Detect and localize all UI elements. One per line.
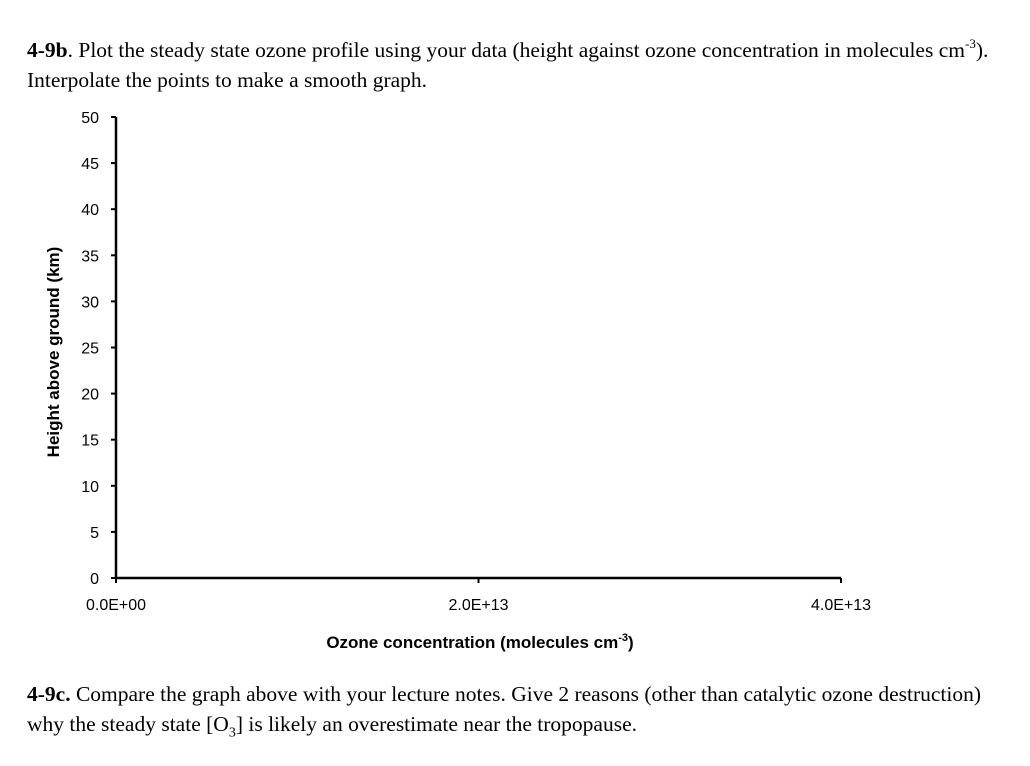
y-tick-label: 20 [81, 386, 99, 404]
y-tick-label: 25 [81, 340, 99, 358]
y-tick-label: 50 [81, 110, 99, 127]
y-tick-label: 40 [81, 202, 99, 220]
question-4-9c [27, 679, 1002, 739]
x-axis-title-superscript: -3 [618, 632, 629, 644]
y-tick-label: 10 [81, 478, 99, 496]
y-axis [81, 110, 116, 588]
unit-superscript: -3 [965, 35, 976, 51]
y-tick-label: 35 [81, 248, 99, 266]
y-axis-title: Height above ground (km) [44, 246, 63, 458]
question-text-end: ] is likely an overestimate near the tropopause. [235, 712, 638, 736]
y-tick-label: 15 [81, 432, 99, 450]
y-tick-label: 30 [81, 294, 99, 312]
question-text-end: ). Interpolate the points to make a smooth graph. [27, 38, 989, 92]
question-text: Compare the graph above with your lecture notes. Give 2 reasons (other than catalytic ozone destruction) why the steady state [O [27, 682, 982, 736]
y-tick-label: 45 [81, 156, 99, 174]
x-axis-title-main: Ozone concentration (molecules cm [326, 633, 619, 652]
x-axis [86, 578, 871, 614]
y-tick-label: 0 [90, 571, 99, 588]
question-text: . Plot the steady state ozone profile using your data (height against ozone concentration in molecules cm [67, 38, 965, 62]
x-tick-label: 0.0E+00 [85, 597, 147, 614]
x-tick-label: 4.0E+13 [810, 597, 872, 614]
x-axis-title [326, 632, 633, 652]
question-number: 4-9b [27, 38, 68, 62]
question-number: 4-9c. [27, 682, 71, 706]
y-tick-label: 5 [90, 524, 99, 542]
ozone-subscript: 3 [228, 725, 236, 741]
x-tick-label: 2.0E+13 [448, 597, 509, 614]
x-axis-title-end: ) [628, 633, 634, 652]
